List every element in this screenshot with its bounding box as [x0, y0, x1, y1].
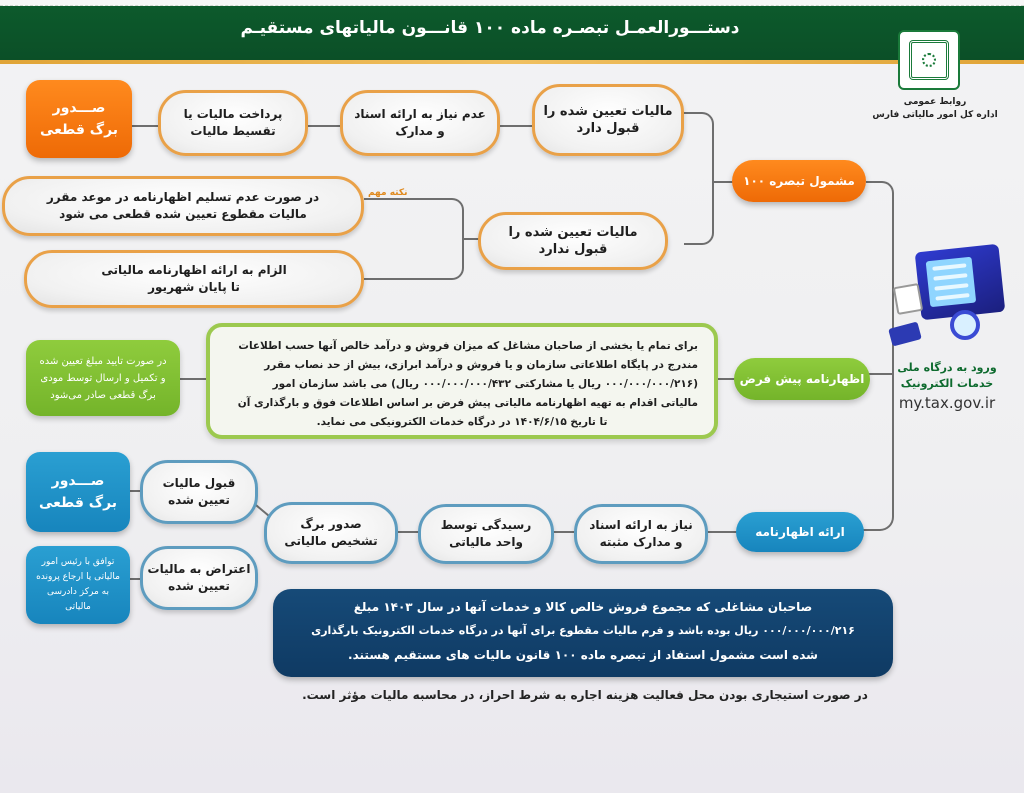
summary-line: شده است مشمول استفاد از تبصره ماده ۱۰۰ قانون مالیات های مستقیم هستند. [348, 648, 818, 662]
summary-line: ۰۰۰/۰۰۰/۰۰۰/۲۱۶ ریال بوده باشد و فرم مالیات مقطوع برای آنها در درگاه خدمات الکترونیک بارگذاری [311, 624, 855, 637]
connector [180, 378, 208, 380]
node-line2: تشخیص مالیاتی [284, 534, 378, 548]
hub-note-100: مشمول تبصره ۱۰۰ [732, 160, 866, 202]
pay-or-installment-node [158, 90, 308, 156]
node-line2: واحد مالیاتی [449, 535, 523, 549]
node-line1: اعتراض به مالیات [147, 562, 251, 576]
review-by-tax-unit-node [418, 504, 554, 564]
result-line3: برگ قطعی صادر می‌شود [50, 389, 156, 401]
final-assessment-result-blue [26, 452, 130, 532]
rent-footnote: در صورت استیجاری بودن محل فعالیت هزینه اجاره به شرط احراز، در محاسبه مالیات مؤثر است. [302, 688, 868, 702]
description-line: تا تاریخ ۱۴۰۴/۶/۱۵ در درگاه خدمات الکترونیکی می نماید. [316, 416, 608, 428]
magnifier-icon [950, 310, 980, 340]
rejects-tax-node [478, 212, 668, 270]
connector [684, 183, 714, 245]
connector [552, 531, 576, 533]
portal-title-line1: ورود به درگاه ملی [897, 361, 997, 374]
description-line: برای تمام یا بخشی از صاحبان مشاغل که میزان فروش و درآمد خالص آنها حسب اطلاعات [238, 340, 698, 352]
accept-assessed-tax-node [140, 460, 258, 524]
assessment-notice-node [264, 502, 398, 564]
result-line2: برگ قطعی [39, 122, 119, 138]
node-line2: تعیین شده [168, 493, 230, 507]
default-return-description [206, 323, 718, 439]
final-assessment-result-orange [26, 80, 132, 158]
node-line1: صدور برگ [300, 517, 362, 531]
result-line: مالیاتی [65, 602, 91, 612]
description-line: (۰۰۰/۰۰۰/۰۰۰/۲۱۶ ریال یا مشارکتی ۰۰۰/۰۰۰/۰۰۰/۴۳۲ ریال) می باشد سازمان امور [272, 378, 698, 390]
node-line1: عدم نیاز به ارائه اسناد [354, 107, 486, 121]
no-documents-needed-node [340, 90, 500, 156]
header-gold-underline [0, 60, 1024, 64]
must-submit-return-node [24, 250, 364, 308]
calendar-icon [893, 283, 923, 315]
node-line1: نیاز به ارائه اسناد [589, 518, 693, 532]
result-line1: در صورت تایید مبلغ تعیین شده [39, 355, 167, 367]
hub-default-return: اظهارنامه پیش فرض [734, 358, 870, 400]
node-line2: و مدارک [395, 124, 445, 138]
node-line1: مالیات تعیین شده را [543, 104, 673, 119]
node-line2: قبول دارد [576, 121, 640, 136]
node-line2: تا پایان شهریور [148, 280, 240, 294]
result-line2: برگ قطعی [38, 495, 118, 511]
page-title: دستـــورالعمـل تبصـره ماده ۱۰۰ قانـــون مالیاتهای مستقیـم [240, 18, 740, 38]
node-line1: در صورت عدم تسلیم اظهارنامه در موعد مقرر [46, 190, 320, 204]
node-line1: رسیدگی توسط [440, 518, 532, 532]
accepts-tax-node [532, 84, 684, 156]
result-line: توافق با رئیس امور [41, 557, 115, 567]
description-line: مالیاتی اقدام به تهیه اظهارنامه مالیاتی پیش فرض بر اساس اطلاعات فوق و بارگذاری آن [237, 397, 698, 409]
result-line1: صـــدور [51, 473, 105, 489]
portal-title-line2: خدمات الکترونیک [900, 377, 994, 390]
result-line: مالیاتی یا ارجاع پرونده [36, 572, 120, 582]
portal-url-link[interactable]: my.tax.gov.ir [898, 394, 996, 412]
connector [396, 531, 420, 533]
node-line1: قبول مالیات [162, 476, 236, 490]
tax-organization-emblem-icon [898, 30, 960, 90]
object-assessed-tax-node [140, 546, 258, 610]
result-line2: و تکمیل و ارسال توسط مودی [40, 372, 166, 384]
org-line2: اداره کل امور مالیاتی فارس [872, 110, 998, 120]
important-note-label: نکته مهم [368, 188, 408, 198]
connector [706, 531, 738, 533]
description-line: مندرج در پایگاه اطلاعاتی سازمان و یا فروش و درآمد ابرازی، بیش از حد نصاب مقرر [264, 359, 698, 371]
hub-submit-return: ارائه اظهارنامه [736, 512, 864, 552]
connector [684, 112, 714, 185]
connector [866, 181, 894, 371]
connector [498, 125, 534, 127]
portal-title [872, 360, 1022, 392]
node-line2: و مدارک مثبته [599, 535, 683, 549]
eligibility-summary-box [273, 589, 893, 677]
non-submission-consequence-node [2, 176, 364, 236]
connector [364, 238, 464, 280]
settlement-or-referral-result [26, 546, 130, 624]
summary-line: صاحبان مشاغلی که مجموع فروش خالص کالا و خدمات آنها در سال ۱۴۰۳ مبلغ [353, 600, 813, 614]
node-line2: مالیات مقطوع تعیین شده قطعی می شود [59, 207, 307, 221]
computer-tax-portal-illustration [915, 244, 1006, 320]
node-line1: مالیات تعیین شده را [508, 225, 638, 240]
default-return-result [26, 340, 180, 416]
result-line: به مرکز دادرسی [47, 587, 109, 597]
org-line1: روابط عمومی [903, 97, 967, 107]
connector [364, 198, 464, 240]
node-line1: پرداخت مالیات یا [183, 107, 283, 121]
org-caption [860, 96, 1010, 122]
node-line2: قبول ندارد [538, 242, 608, 257]
node-line2: تقسیط مالیات [190, 124, 276, 138]
result-line1: صـــدور [52, 100, 106, 116]
connector [712, 181, 734, 183]
node-line2: تعیین شده [168, 579, 230, 593]
documents-required-node [574, 504, 708, 564]
node-line1: الزام به ارائه اظهارنامه مالیاتی [101, 263, 287, 277]
